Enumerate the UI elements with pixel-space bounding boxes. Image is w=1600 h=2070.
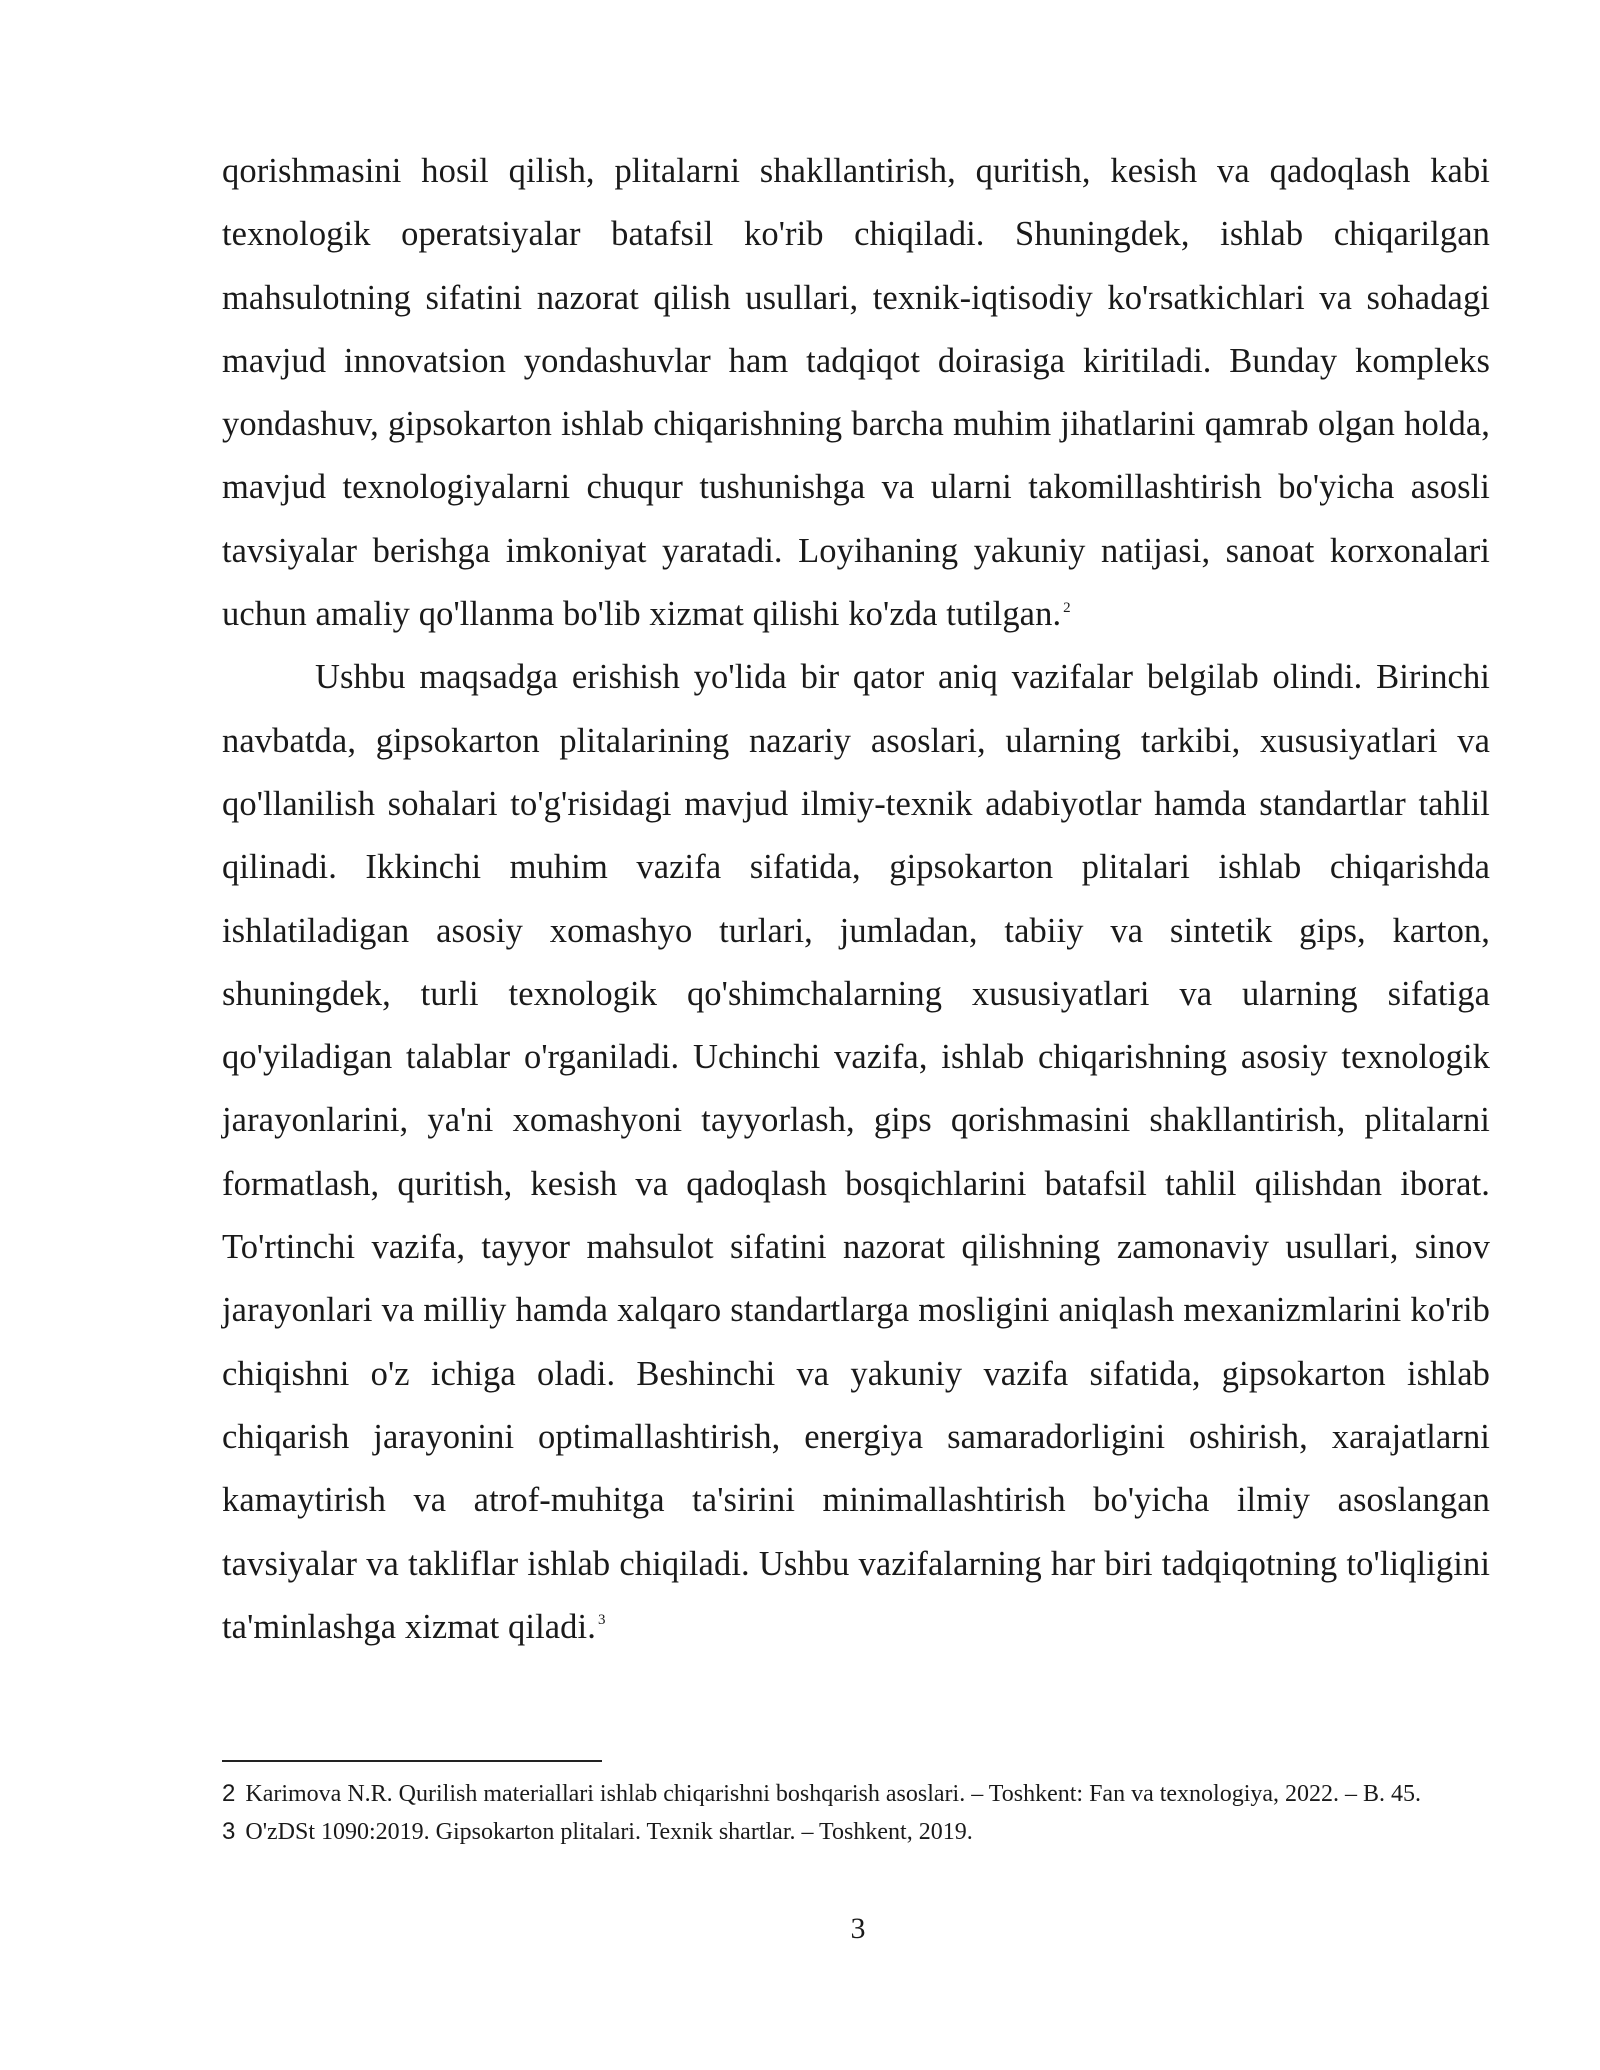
footnote-2-number: 2 <box>222 1780 236 1807</box>
footnote-ref-2[interactable]: 2 <box>1063 599 1071 616</box>
footnotes-section <box>222 1776 1490 1852</box>
footnote-ref-3[interactable]: 3 <box>597 1612 606 1629</box>
paragraph-1-text: qorishmasini hosil qilish, plitalarni shakllantirish, quritish, kesish va qadoqlash kabi texnologik operatsiyalar batafsil ko'rib chiqiladi. Shuningdek, ishlab chiqarilgan mahsulotning sifatini nazorat qilish usullari, texnik-iqtisodiy ko'rsatkichlari va sohadagi mavjud innovatsion yondashuvlar ham tadqiqot doirasiga kiritiladi. Bunday kompleks yondashuv, gipsokarton ishlab chiqarishning barcha muhim jihatlarini qamrab olgan holda, mavjud texnologiyalarni chuqur tushunishga va ularni takomillashtirish bo'yicha asosli tavsiyalar berishga imkoniyat yaratadi. Loyihaning yakuniy natijasi, sanoat korxonalari uchun amaliy qo'llanma bo'lib xizmat qilishi ko'zda tutilgan. <box>222 152 1490 634</box>
footnote-separator <box>222 1760 602 1762</box>
paragraph-2 <box>222 646 1490 1659</box>
paragraph-1 <box>222 140 1490 646</box>
footnote-3 <box>222 1814 1490 1850</box>
footnote-2-text: Karimova N.R. Qurilish materiallari ishlab chiqarishni boshqarish asoslari. – Toshkent: Fan va texnologiya, 2022. – B. 45. <box>245 1781 1422 1807</box>
page-number: 3 <box>850 1912 866 1945</box>
footnote-3-number: 3 <box>222 1818 236 1845</box>
footnote-3-text: O'zDSt 1090:2019. Gipsokarton plitalari. Texnik shartlar. – Toshkent, 2019. <box>245 1819 973 1845</box>
document-body <box>222 140 1490 1659</box>
paragraph-2-text: Ushbu maqsadga erishish yo'lida bir qator aniq vazifalar belgilab olindi. Birinchi navbatda, gipsokarton plitalarining nazariy asoslari, ularning tarkibi, xususiyatlari va qo'llanilish sohalari to'g'risidagi mavjud ilmiy-texnik adabiyotlar hamda standartlar tahlil qilinadi. Ikkinchi muhim vazifa sifatida, gipsokarton plitalari ishlab chiqarishda ishlatiladigan asosiy xomashyo turlari, jumladan, tabiiy va sintetik gips, karton, shuningdek, turli texnologik qo'shimchalarning xususiyatlari va ularning sifatiga qo'yiladigan talablar o'rganiladi. Uchinchi vazifa, ishlab chiqarishning asosiy texnologik jarayonlarini, ya'ni xomashyoni tayyorlash, gips qorishmasini shakllantirish, plitalarni formatlash, quritish, kesish va qadoqlash bosqichlarini batafsil tahlil qilishdan iborat. To'rtinchi vazifa, tayyor mahsulot sifatini nazorat qilishning zamonaviy usullari, sinov jarayonlari va milliy hamda xalqaro standartlarga mosligini aniqlash mexanizmlarini ko'rib chiqishni o'z ichiga oladi. Beshinchi va yakuniy vazifa sifatida, gipsokarton ishlab chiqarish jarayonini optimallashtirish, energiya samaradorligini oshirish, xarajatlarni kamaytirish va atrof-muhitga ta'sirini minimallashtirish bo'yicha ilmiy asoslangan tavsiyalar va takliflar ishlab chiqiladi. Ushbu vazifalarning har biri tadqiqotning to'liqligini ta'minlashga xizmat qiladi. <box>222 658 1490 1646</box>
footnote-2 <box>222 1776 1490 1812</box>
